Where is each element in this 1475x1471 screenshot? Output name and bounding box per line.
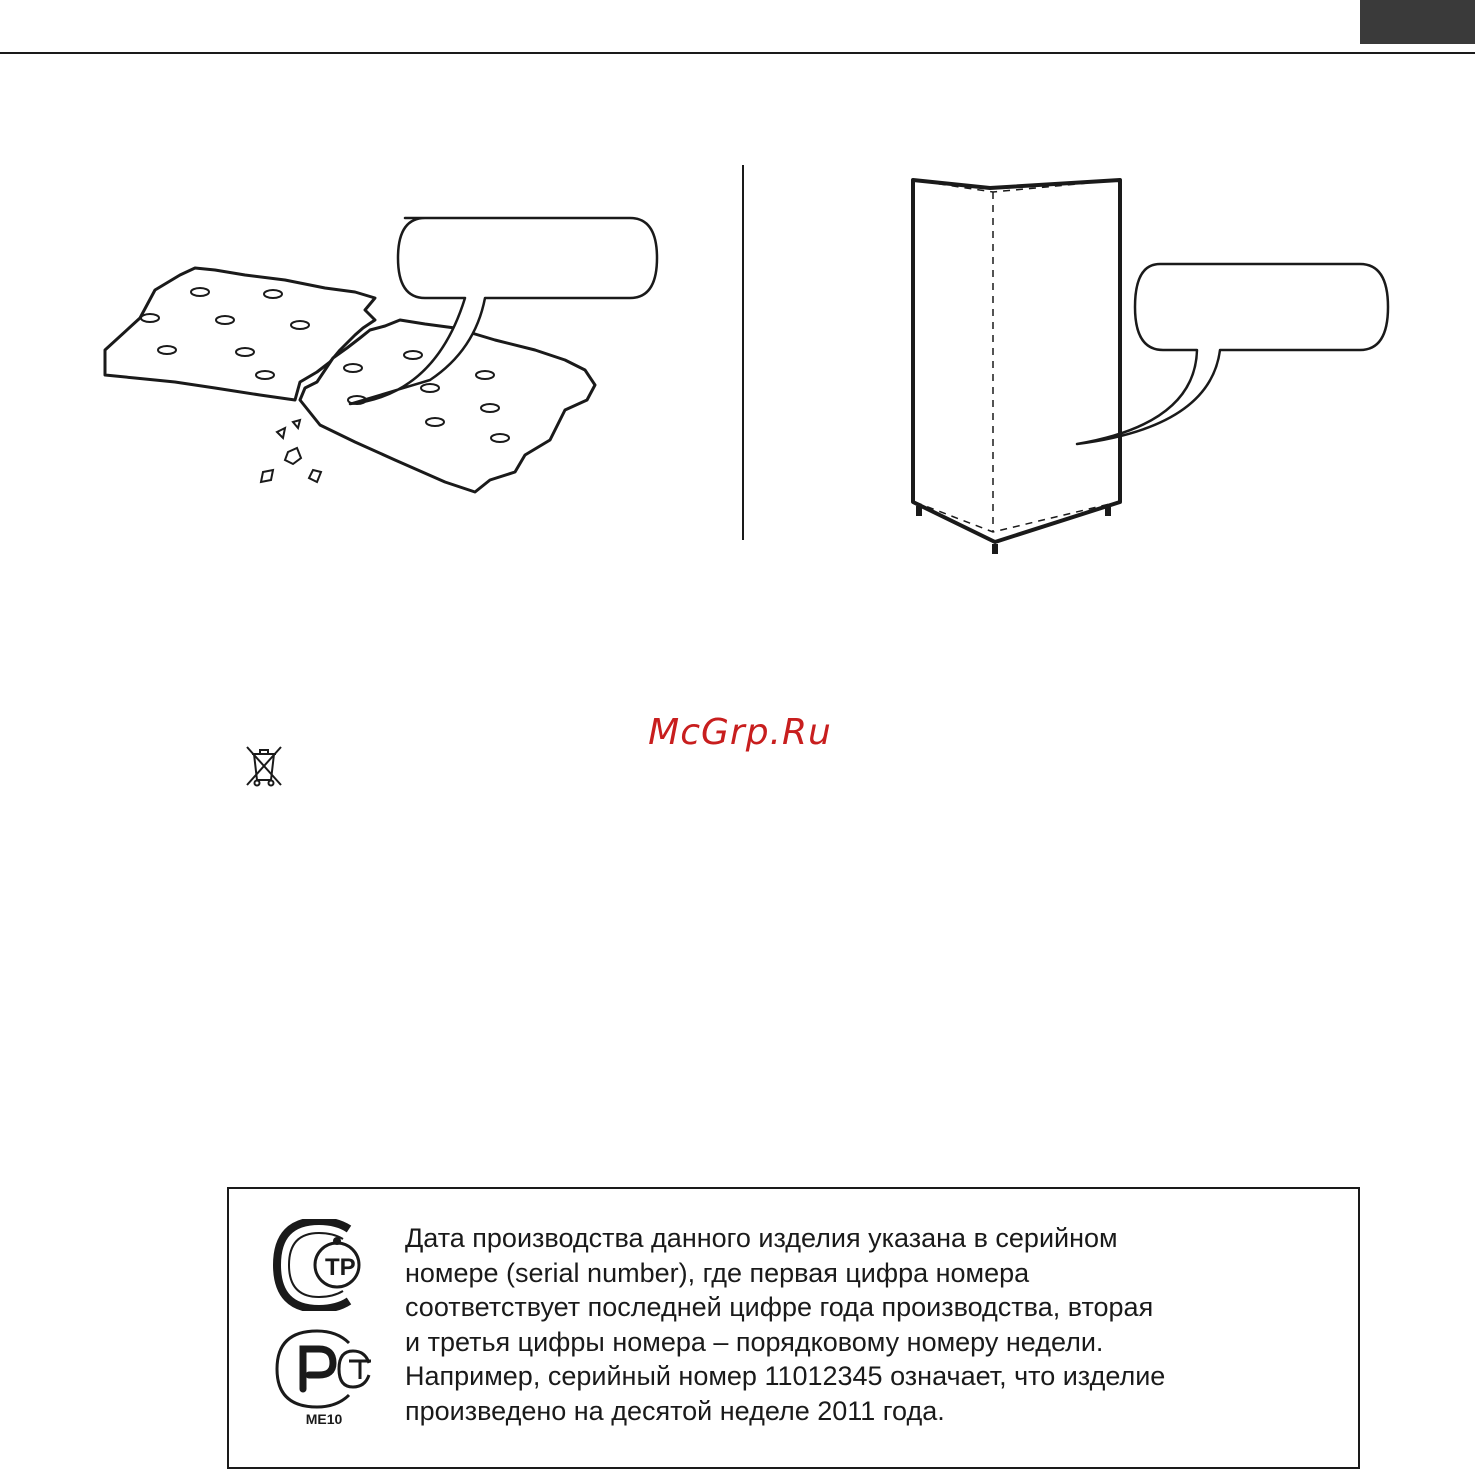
illustration-divider	[742, 165, 744, 540]
info-line: номере (serial number), где первая цифра номера	[405, 1257, 1030, 1288]
info-line: соответствует последней цифре года производства, вторая	[405, 1292, 1154, 1322]
appliance-illustration	[905, 162, 1395, 562]
certificate-info-box	[227, 1187, 1360, 1469]
page-tab	[1360, 0, 1475, 44]
svg-text:ТР: ТР	[325, 1254, 356, 1281]
broken-packaging-illustration	[95, 210, 665, 500]
serial-number-info	[405, 1221, 1345, 1428]
eac-cert-icon	[271, 1219, 381, 1311]
weee-crossed-bin-icon	[244, 744, 284, 788]
header-rule	[0, 52, 1475, 54]
info-line: произведено на десятой неделе 2011 года.	[405, 1395, 945, 1426]
watermark: McGrp.Ru	[648, 712, 832, 753]
info-line: и третья цифры номера – порядковому номеру недели.	[405, 1326, 1104, 1357]
cert-mark-label: ME10	[305, 1411, 343, 1427]
info-line: Дата производства данного изделия указана в серийном	[405, 1223, 1118, 1253]
gost-r-cert-icon	[273, 1329, 383, 1409]
info-line: Например, серийный номер 11012345 означает, что изделие	[405, 1361, 1166, 1391]
